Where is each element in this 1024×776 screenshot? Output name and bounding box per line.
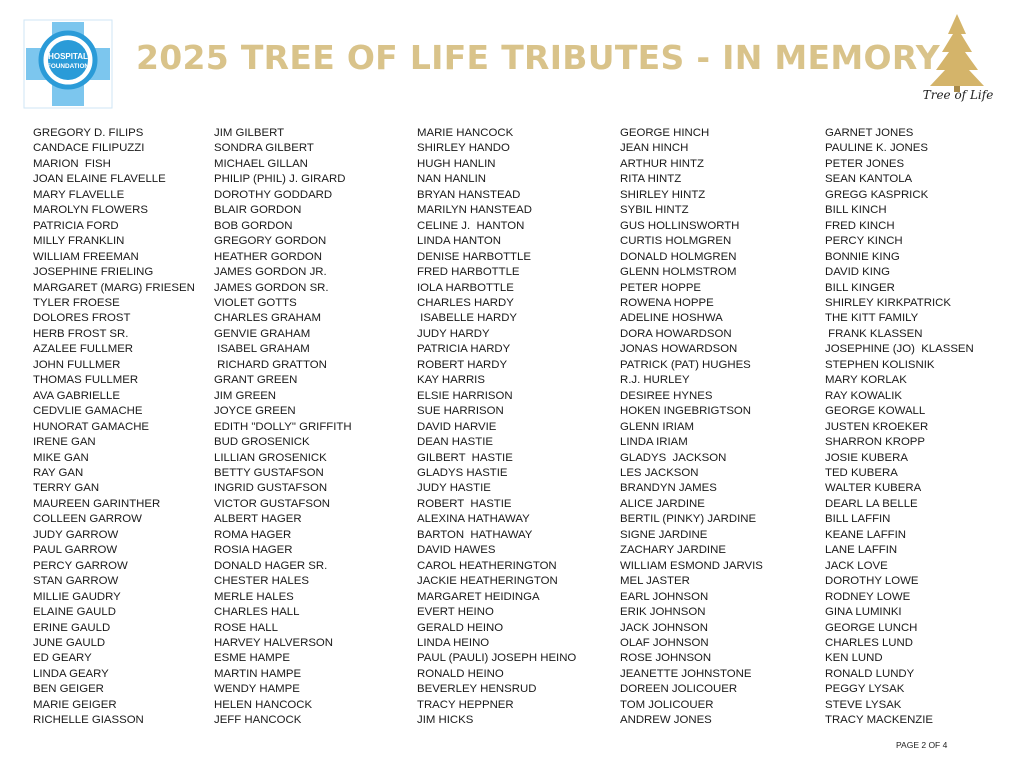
name-entry: RICHELLE GIASSON — [33, 714, 144, 727]
name-entry: LANE LAFFIN — [825, 544, 898, 557]
name-entry: MAROLYN FLOWERS — [33, 204, 148, 217]
name-entry: BLAIR GORDON — [214, 204, 302, 217]
hospital-foundation-logo — [22, 18, 114, 110]
name-entry: ELAINE GAULD — [33, 606, 116, 619]
name-entry: COLLEEN GARROW — [33, 513, 142, 526]
names-list — [0, 126, 1024, 736]
name-entry: ALICE JARDINE — [620, 497, 705, 510]
name-entry: ED GEARY — [33, 652, 92, 665]
name-entry: PATRICK (PAT) HUGHES — [620, 358, 751, 371]
name-entry: GARNET JONES — [825, 127, 914, 139]
name-entry: PERCY KINCH — [825, 235, 903, 248]
name-entry: DEARL LA BELLE — [825, 497, 918, 510]
name-entry: JIM GILBERT — [214, 127, 285, 139]
name-entry: JACK JOHNSON — [620, 621, 708, 634]
name-entry: BOB GORDON — [214, 219, 293, 232]
name-entry: GRANT GREEN — [214, 374, 298, 387]
name-entry: OLAF JOHNSON — [620, 636, 709, 649]
name-entry: DAVID KING — [825, 266, 890, 279]
name-entry: MERLE HALES — [214, 590, 294, 603]
name-entry: ROBERT HARDY — [417, 358, 508, 371]
name-entry: FRED HARBOTTLE — [417, 266, 520, 279]
name-entry: DENISE HARBOTTLE — [417, 250, 531, 263]
name-entry: RONALD LUNDY — [825, 667, 915, 680]
name-entry: MARILYN HANSTEAD — [417, 204, 532, 217]
name-entry: GILBERT HASTIE — [417, 451, 513, 464]
name-entry: PEGGY LYSAK — [825, 683, 905, 696]
name-entry: CURTIS HOLMGREN — [620, 235, 732, 248]
name-entry: CHESTER HALES — [214, 575, 309, 588]
logo-text-top: HOSPITAL — [48, 52, 88, 61]
name-entry: PHILIP (PHIL) J. GIRARD — [214, 173, 346, 186]
name-entry: TED KUBERA — [825, 466, 898, 479]
name-entry: SEAN KANTOLA — [825, 173, 913, 186]
name-entry: DOROTHY GODDARD — [214, 188, 333, 201]
page-number: PAGE 2 OF 4 — [896, 740, 948, 750]
name-entry: BUD GROSENICK — [214, 436, 310, 449]
name-entry: RODNEY LOWE — [825, 590, 911, 603]
name-entry: JIM HICKS — [417, 714, 474, 727]
name-entry: DOLORES FROST — [33, 312, 131, 325]
name-entry: DAVID HAWES — [417, 544, 496, 557]
name-entry: VIOLET GOTTS — [214, 296, 297, 309]
name-entry: JACKIE HEATHERINGTON — [417, 575, 558, 588]
name-entry: JUDY HASTIE — [417, 482, 491, 495]
name-entry: CHARLES GRAHAM — [214, 312, 321, 325]
name-entry: VICTOR GUSTAFSON — [214, 497, 331, 510]
name-entry: ROBERT HASTIE — [417, 497, 512, 510]
name-entry: STEPHEN KOLISNIK — [825, 358, 935, 371]
name-entry: TERRY GAN — [33, 482, 100, 495]
name-entry: ARTHUR HINTZ — [620, 157, 704, 170]
name-entry: SHIRLEY KIRKPATRICK — [825, 296, 951, 309]
name-entry: SUE HARRISON — [417, 405, 504, 418]
name-entry: SHIRLEY HANDO — [417, 142, 510, 155]
name-entry: BONNIE KING — [825, 250, 900, 263]
name-entry: ERINE GAULD — [33, 621, 111, 634]
name-entry: MILLIE GAUDRY — [33, 590, 121, 603]
name-entry: THE KITT FAMILY — [825, 312, 919, 325]
name-entry: EVERT HEINO — [417, 606, 494, 619]
name-entry: EDITH "DOLLY" GRIFFITH — [214, 420, 352, 433]
name-entry: MEL JASTER — [620, 575, 690, 588]
name-entry: RONALD HEINO — [417, 667, 504, 680]
name-entry: EARL JOHNSON — [620, 590, 709, 603]
name-entry: MICHAEL GILLAN — [214, 157, 308, 170]
name-entry: ROSE HALL — [214, 621, 278, 634]
name-entry: ISABEL GRAHAM — [214, 343, 310, 356]
name-entry: RAY GAN — [33, 466, 84, 479]
name-entry: HELEN HANCOCK — [214, 698, 313, 711]
name-entry: JACK LOVE — [825, 559, 888, 572]
name-entry: TYLER FROESE — [33, 296, 120, 309]
name-entry: DORA HOWARDSON — [620, 327, 732, 340]
name-entry: PETER JONES — [825, 157, 905, 170]
name-entry: CEDVLIE GAMACHE — [33, 405, 143, 418]
name-entry: BILL LAFFIN — [825, 513, 891, 526]
name-entry: ZACHARY JARDINE — [620, 544, 726, 557]
name-entry: BRYAN HANSTEAD — [417, 188, 521, 201]
name-entry: ROSIA HAGER — [214, 544, 293, 557]
name-entry: HARVEY HALVERSON — [214, 636, 334, 649]
name-entry: CAROL HEATHERINGTON — [417, 559, 557, 572]
name-entry: JAMES GORDON SR. — [214, 281, 329, 294]
name-entry: JIM GREEN — [214, 389, 277, 402]
name-entry: ROWENA HOPPE — [620, 296, 714, 309]
name-entry: GINA LUMINKI — [825, 606, 902, 619]
name-entry: AZALEE FULLMER — [33, 343, 134, 356]
name-entry: GENVIE GRAHAM — [214, 327, 311, 340]
name-entry: RICHARD GRATTON — [214, 358, 327, 371]
name-entry: ROSE JOHNSON — [620, 652, 712, 665]
name-entry: INGRID GUSTAFSON — [214, 482, 328, 495]
name-entry: PATRICIA HARDY — [417, 343, 511, 356]
name-entry: FRANK KLASSEN — [825, 327, 923, 340]
name-entry: PAUL (PAULI) JOSEPH HEINO — [417, 652, 577, 665]
name-entry: JUSTEN KROEKER — [825, 420, 929, 433]
name-entry: CHARLES HALL — [214, 606, 300, 619]
name-entry: WENDY HAMPE — [214, 683, 300, 696]
name-entry: GLENN HOLMSTROM — [620, 266, 737, 279]
name-entry: ROMA HAGER — [214, 528, 292, 541]
name-entry: DEAN HASTIE — [417, 436, 493, 449]
name-entry: BILL KINGER — [825, 281, 895, 294]
name-entry: BEVERLEY HENSRUD — [417, 683, 537, 696]
name-entry: ESME HAMPE — [214, 652, 290, 665]
name-entry: BRANDYN JAMES — [620, 482, 717, 495]
name-entry: GERALD HEINO — [417, 621, 504, 634]
name-entry: BERTIL (PINKY) JARDINE — [620, 513, 757, 526]
name-entry: CHARLES LUND — [825, 636, 913, 649]
name-entry: GREGG KASPRICK — [825, 188, 929, 201]
name-entry: JOSEPHINE FRIELING — [33, 266, 154, 279]
name-entry: MARIE GEIGER — [33, 698, 117, 711]
name-entry: ISABELLE HARDY — [417, 312, 518, 325]
name-entry: FRED KINCH — [825, 219, 895, 232]
name-entry: HEATHER GORDON — [214, 250, 323, 263]
name-entry: DONALD HOLMGREN — [620, 250, 737, 263]
name-entry: ADELINE HOSHWA — [620, 312, 723, 325]
name-entry: SYBIL HINTZ — [620, 204, 689, 217]
name-entry: MARTIN HAMPE — [214, 667, 302, 680]
name-entry: DESIREE HYNES — [620, 389, 713, 402]
names-column-1 — [33, 126, 195, 729]
name-entry: ALBERT HAGER — [214, 513, 302, 526]
name-entry: DOREEN JOLICOUER — [620, 683, 738, 696]
name-entry: PERCY GARROW — [33, 559, 128, 572]
name-entry: JONAS HOWARDSON — [620, 343, 738, 356]
name-entry: GLADYS HASTIE — [417, 466, 508, 479]
name-entry: HUNORAT GAMACHE — [33, 420, 150, 433]
name-entry: SHIRLEY HINTZ — [620, 188, 706, 201]
name-entry: JUDY HARDY — [417, 327, 490, 340]
name-entry: WILLIAM FREEMAN — [33, 250, 139, 263]
name-entry: JOSEPHINE (JO) KLASSEN — [825, 343, 974, 356]
name-entry: SONDRA GILBERT — [214, 142, 314, 155]
name-entry: GREGORY GORDON — [214, 235, 327, 248]
names-column-3 — [417, 126, 576, 729]
name-entry: JEAN HINCH — [620, 142, 689, 155]
name-entry: RITA HINTZ — [620, 173, 682, 186]
name-entry: BETTY GUSTAFSON — [214, 466, 324, 479]
name-entry: MARIE HANCOCK — [417, 127, 514, 139]
name-entry: CANDACE FILIPUZZI — [33, 142, 145, 155]
name-entry: GREGORY D. FILIPS — [33, 127, 144, 139]
name-entry: LILLIAN GROSENICK — [214, 451, 327, 464]
name-entry: TOM JOLICOUER — [620, 698, 714, 711]
names-column-2 — [214, 126, 352, 729]
name-entry: KEN LUND — [825, 652, 883, 665]
name-entry: NAN HANLIN — [417, 173, 486, 186]
page-title: 2025 TREE OF LIFE TRIBUTES - IN MEMORY — [136, 38, 940, 77]
name-entry: DOROTHY LOWE — [825, 575, 919, 588]
name-entry: JEANETTE JOHNSTONE — [620, 667, 752, 680]
name-entry: WILLIAM ESMOND JARVIS — [620, 559, 763, 572]
name-entry: JUNE GAULD — [33, 636, 106, 649]
name-entry: MARGARET (MARG) FRIESEN — [33, 281, 195, 294]
name-entry: MIKE GAN — [33, 451, 89, 464]
name-entry: WALTER KUBERA — [825, 482, 922, 495]
name-entry: TRACY MACKENZIE — [825, 714, 934, 727]
name-entry: KEANE LAFFIN — [825, 528, 907, 541]
name-entry: CHARLES HARDY — [417, 296, 514, 309]
name-entry: MILLY FRANKLIN — [33, 235, 125, 248]
name-entry: BARTON HATHAWAY — [417, 528, 533, 541]
name-entry: ERIK JOHNSON — [620, 606, 706, 619]
name-entry: THOMAS FULLMER — [33, 374, 139, 387]
name-entry: MARY FLAVELLE — [33, 188, 125, 201]
name-entry: GEORGE HINCH — [620, 127, 710, 139]
name-entry: PATRICIA FORD — [33, 219, 119, 232]
name-entry: GEORGE KOWALL — [825, 405, 926, 418]
name-entry: JOSIE KUBERA — [825, 451, 908, 464]
name-entry: STAN GARROW — [33, 575, 119, 588]
name-entry: RAY KOWALIK — [825, 389, 903, 402]
name-entry: SHARRON KROPP — [825, 436, 926, 449]
name-entry: PAULINE K. JONES — [825, 142, 928, 155]
name-entry: MARGARET HEIDINGA — [417, 590, 540, 603]
name-entry: ALEXINA HATHAWAY — [417, 513, 530, 526]
name-entry: JEFF HANCOCK — [214, 714, 302, 727]
tree-of-life-caption: Tree of Life — [922, 88, 994, 102]
name-entry: CELINE J. HANTON — [417, 219, 525, 232]
name-entry: TRACY HEPPNER — [417, 698, 514, 711]
name-entry: JAMES GORDON JR. — [214, 266, 327, 279]
name-entry: SIGNE JARDINE — [620, 528, 708, 541]
names-column-5 — [825, 126, 974, 729]
name-entry: JUDY GARROW — [33, 528, 119, 541]
name-entry: KAY HARRIS — [417, 374, 485, 387]
name-entry: GUS HOLLINSWORTH — [620, 219, 740, 232]
name-entry: MARION FISH — [33, 157, 111, 170]
name-entry: ELSIE HARRISON — [417, 389, 513, 402]
name-entry: BEN GEIGER — [33, 683, 104, 696]
name-entry: BILL KINCH — [825, 204, 887, 217]
name-entry: AVA GABRIELLE — [33, 389, 120, 402]
name-entry: DONALD HAGER SR. — [214, 559, 328, 572]
names-column-4 — [620, 126, 763, 729]
name-entry: IOLA HARBOTTLE — [417, 281, 514, 294]
name-entry: STEVE LYSAK — [825, 698, 902, 711]
name-entry: LINDA HEINO — [417, 636, 490, 649]
name-entry: IRENE GAN — [33, 436, 96, 449]
name-entry: PAUL GARROW — [33, 544, 118, 557]
name-entry: LINDA GEARY — [33, 667, 109, 680]
name-entry: LINDA IRIAM — [620, 436, 688, 449]
name-entry: LES JACKSON — [620, 466, 699, 479]
logo-text-bottom: FOUNDATION — [46, 63, 90, 70]
name-entry: ANDREW JONES — [620, 714, 712, 727]
name-entry: R.J. HURLEY — [620, 374, 690, 387]
name-entry: HERB FROST SR. — [33, 327, 129, 340]
name-entry: JOYCE GREEN — [214, 405, 296, 418]
name-entry: GLENN IRIAM — [620, 420, 695, 433]
name-entry: HOKEN INGEBRIGTSON — [620, 405, 752, 418]
name-entry: JOAN ELAINE FLAVELLE — [33, 173, 166, 186]
name-entry: JOHN FULLMER — [33, 358, 121, 371]
name-entry: HUGH HANLIN — [417, 157, 496, 170]
name-entry: MAUREEN GARINTHER — [33, 497, 161, 510]
name-entry: MARY KORLAK — [825, 374, 907, 387]
name-entry: PETER HOPPE — [620, 281, 702, 294]
name-entry: GEORGE LUNCH — [825, 621, 918, 634]
name-entry: DAVID HARVIE — [417, 420, 497, 433]
name-entry: GLADYS JACKSON — [620, 451, 727, 464]
name-entry: LINDA HANTON — [417, 235, 501, 248]
